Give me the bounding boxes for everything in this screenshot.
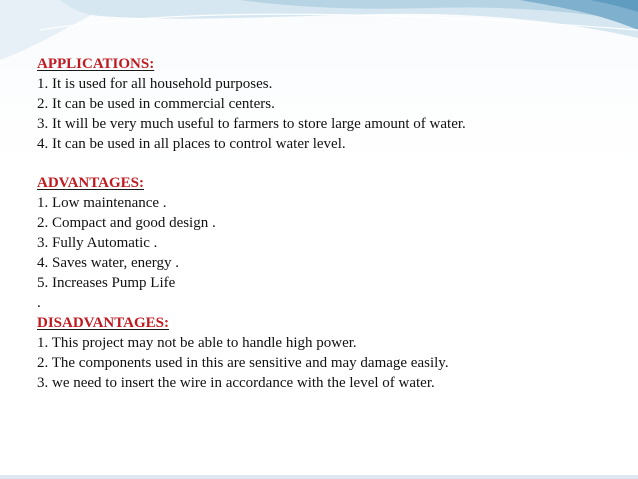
applications-item: 2. It can be used in commercial centers. [37,96,275,112]
disadvantages-item: 1. This project may not be able to handle high power. [37,335,357,351]
disadvantages-heading: DISADVANTAGES: [37,315,169,331]
disadvantages-item: 3. we need to insert the wire in accordance with the level of water. [37,375,435,391]
advantages-trailing-dot: . [37,295,41,311]
applications-item: 3. It will be very much useful to farmers to store large amount of water. [37,116,466,132]
advantages-item: 1. Low maintenance . [37,195,167,211]
advantages-item: 3. Fully Automatic . [37,235,158,251]
applications-item: 1. It is used for all household purposes. [37,76,273,92]
advantages-heading-line [37,173,617,193]
advantages-item: 4. Saves water, energy . [37,255,179,271]
advantages-item: 5. Increases Pump Life [37,275,176,291]
slide-content [37,54,617,393]
spacer [37,154,617,173]
advantages-item: 2. Compact and good design . [37,215,216,231]
advantages-heading: ADVANTAGES: [37,175,144,191]
disadvantages-heading-line [37,313,617,333]
footer-bar [0,475,638,479]
applications-item: 4. It can be used in all places to control water level. [37,136,346,152]
disadvantages-item: 2. The components used in this are sensitive and may damage easily. [37,355,449,371]
applications-heading: APPLICATIONS: [37,56,155,72]
applications-heading-line [37,54,617,74]
